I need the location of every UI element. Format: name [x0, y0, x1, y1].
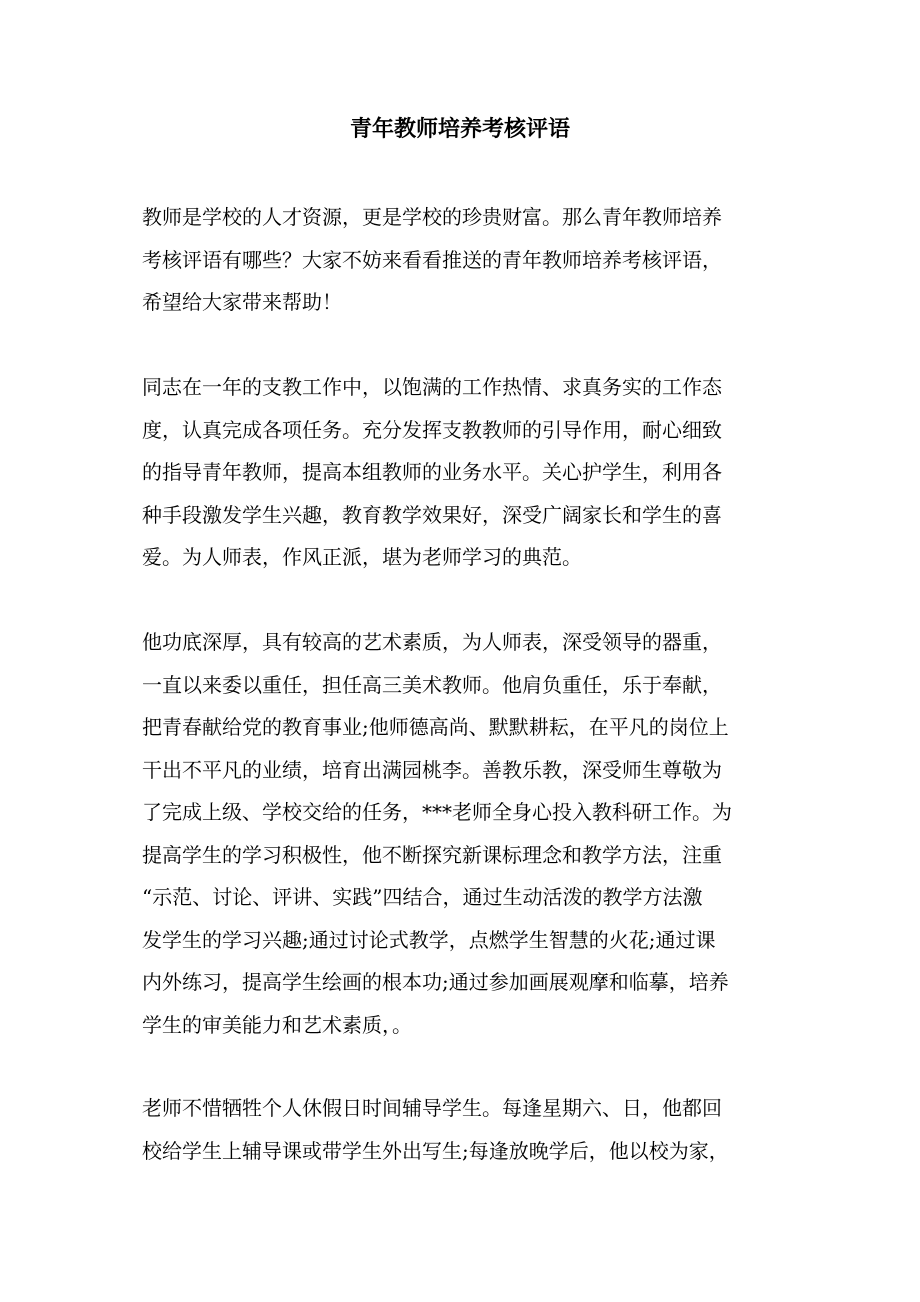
paragraph-evaluation-3	[142, 1087, 782, 1172]
paragraph-line: 度，认真完成各项任务。充分发挥支教教师的引导作用，耐心细致	[142, 417, 722, 442]
paragraph-line: 校给学生上辅导课或带学生外出写生;每逢放晚学后，他以校为家，	[142, 1138, 729, 1163]
paragraph-evaluation-2	[142, 621, 782, 1046]
paragraph-line: “示范、讨论、评讲、实践”四结合，通过生动活泼的教学方法激	[142, 885, 703, 909]
document-title: 青年教师培养考核评语	[349, 116, 570, 142]
paragraph-line: 考核评语有哪些？大家不妨来看看推送的青年教师培养考核评语，	[142, 247, 722, 272]
paragraph-line: 把青春献给党的教育事业;他师德高尚、默默耕耘，在平凡的岗位上	[142, 715, 729, 739]
paragraph-line: 了完成上级、学校交给的任务，***老师全身心投入教科研工作。为	[142, 800, 732, 824]
paragraph-line: 的指导青年教师，提高本组教师的业务水平。关心护学生，利用各	[142, 460, 722, 484]
paragraph-line: 学生的审美能力和艺术素质，。	[142, 1012, 412, 1037]
paragraph-line: 种手段激发学生兴趣，教育教学效果好，深受广阔家长和学生的喜	[142, 502, 722, 527]
paragraph-line: 干出不平凡的业绩，培育出满园桃李。善教乐教，深受师生尊敬为	[142, 757, 722, 782]
paragraph-evaluation-1	[142, 366, 782, 579]
paragraph-line: 一直以来委以重任，担任高三美术教师。他肩负重任，乐于奉献，	[142, 672, 722, 697]
paragraph-line: 希望给大家带来帮助！	[142, 290, 342, 314]
paragraph-line: 发学生的学习兴趣;通过讨论式教学，点燃学生智慧的火花;通过课	[142, 927, 716, 952]
paragraph-line: 提高学生的学习积极性，他不断探究新课标理念和教学方法，注重	[142, 842, 722, 867]
paragraph-line: 同志在一年的支教工作中，以饱满的工作热情、求真务实的工作态	[142, 375, 722, 399]
paragraph-line: 内外练习，提高学生绘画的根本功;通过参加画展观摩和临摹，培养	[142, 970, 729, 994]
paragraph-line: 教师是学校的人才资源，更是学校的珍贵财富。那么青年教师培养	[142, 205, 722, 229]
paragraph-line: 爱。为人师表，作风正派，堪为老师学习的典范。	[142, 545, 582, 569]
paragraph-intro	[142, 196, 782, 324]
paragraph-line: 老师不惜牺牲个人休假日时间辅导学生。每逢星期六、日，他都回	[142, 1096, 722, 1120]
paragraph-line: 他功底深厚，具有较高的艺术素质，为人师表，深受领导的器重，	[142, 630, 722, 654]
